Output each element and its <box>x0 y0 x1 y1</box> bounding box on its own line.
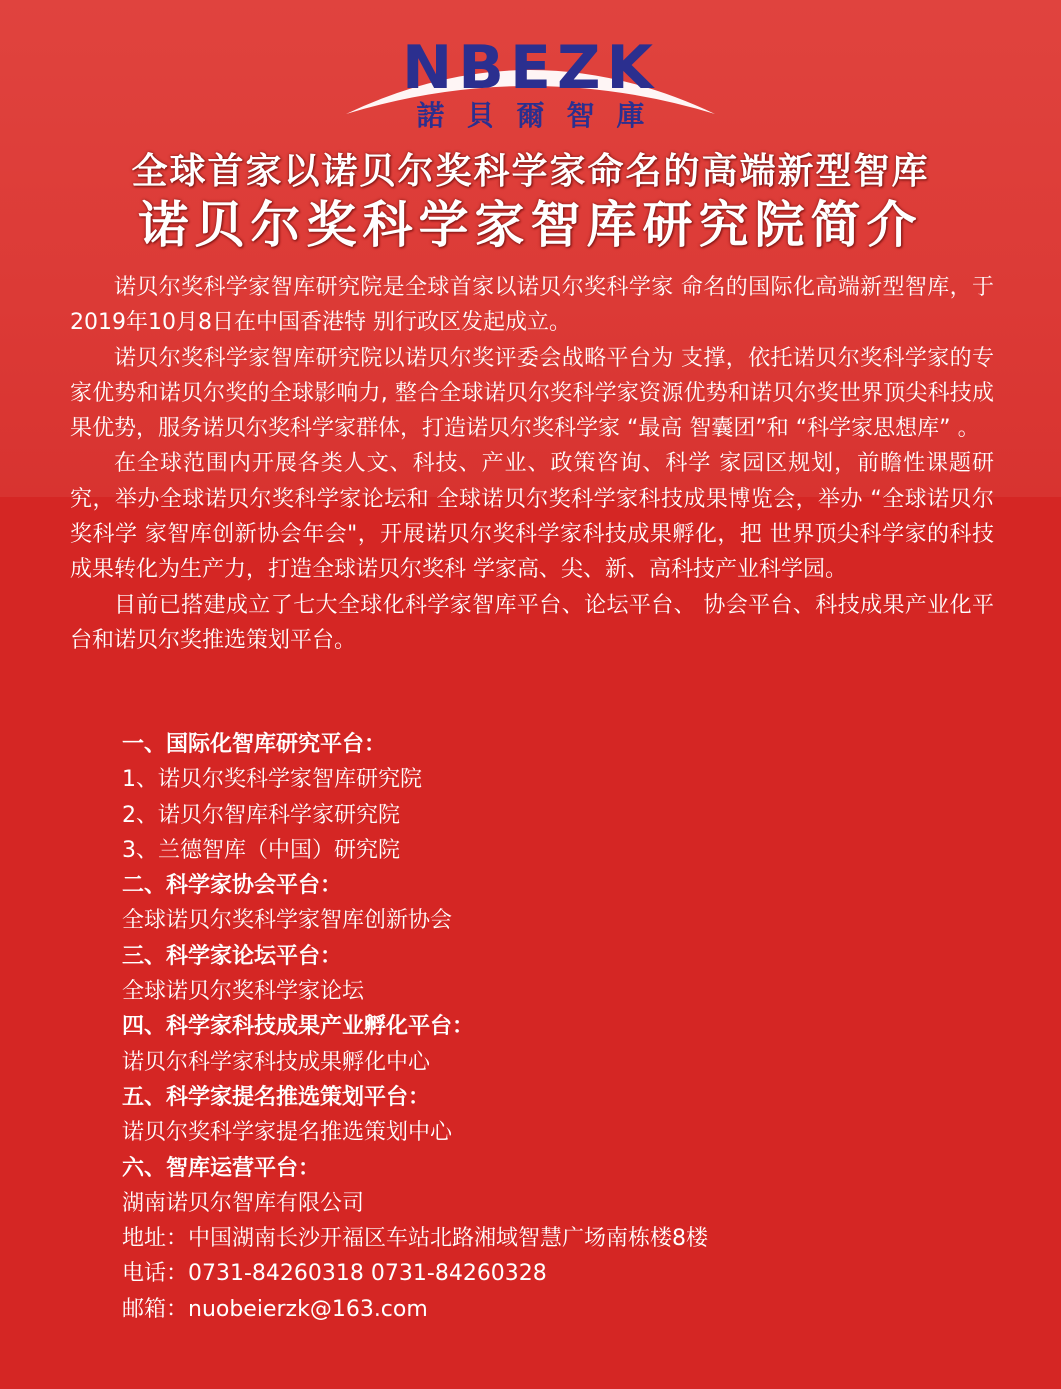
page-title-line1: 全球首家以诺贝尔奖科学家命名的高端新型智库 <box>131 150 930 192</box>
contact-address: 地址：中国湖南长沙开福区车站北路湘域智慧广场南栋楼8楼 <box>122 1226 708 1252</box>
list-item: 全球诺贝尔奖科学家智库创新协会 <box>122 908 453 934</box>
list-item: 1、诺贝尔奖科学家智库研究院 <box>122 767 422 793</box>
platform-heading-1: 一、国际化智库研究平台： <box>122 732 387 757</box>
intro-body <box>70 270 994 658</box>
logo-wordmark: NBEZK <box>402 33 659 103</box>
logo-chinese-name: 諾貝爾智庫 <box>416 99 667 132</box>
platform-heading-4: 四、科学家科技成果产业孵化平台： <box>122 1014 475 1040</box>
platform-heading-5: 五、科学家提名推选策划平台： <box>122 1084 431 1110</box>
list-item: 湖南诺贝尔智库有限公司 <box>122 1190 365 1216</box>
paragraph-4: 目前已搭建成立了七大全球化科学家智库平台、论坛平台、 协会平台、科技成果产业化平台和诺贝尔奖推选策划平台。 <box>70 592 994 653</box>
paragraph-2: 诺贝尔奖科学家智库研究院以诺贝尔奖评委会战略平台为 支撑，依托诺贝尔奖科学家的专家优势和诺贝尔奖的全球影响力, 整合全球诺贝尔奖科学家资源优势和诺贝尔奖世界顶尖科技成 果优势，服务诺贝尔奖科学家群体，打造诺贝尔奖科学家 “最高 智囊团”和 “科学家思想库” 。 <box>70 345 994 442</box>
page-title-line2: 诺贝尔奖科学家智库研究院简介 <box>138 195 923 254</box>
paragraph-3: 在全球范围内开展各类人文、科技、产业、政策咨询、科学 家园区规划，前瞻性课题研究，举办全球诺贝尔奖科学家论坛和 全球诺贝尔奖科学家科技成果博览会，举办 “全球诺贝尔奖科学 家智库创新协会年会"，开展诺贝尔奖科学家科技成果孵化，把 世界顶尖科学家的科技成果转化为生产力，打造全球诺贝尔奖科 学家高、尖、新、高科技产业科学园。 <box>70 451 994 583</box>
platform-heading-6: 六、智库运营平台： <box>122 1155 321 1181</box>
list-item: 3、兰德智库（中国）研究院 <box>122 837 400 863</box>
list-item: 诺贝尔科学家科技成果孵化中心 <box>122 1049 431 1075</box>
platform-heading-3: 三、科学家论坛平台： <box>122 943 343 969</box>
contact-email: 邮箱：nuobeierzk@163.com <box>122 1296 428 1322</box>
platform-heading-2: 二、科学家协会平台： <box>122 873 343 899</box>
list-item: 全球诺贝尔奖科学家论坛 <box>122 979 365 1005</box>
platform-list <box>122 727 1002 1327</box>
list-item: 诺贝尔奖科学家提名推选策划中心 <box>122 1120 453 1146</box>
paragraph-1: 诺贝尔奖科学家智库研究院是全球首家以诺贝尔奖科学家 命名的国际化高端新型智库，于2019年10月8日在中国香港特 别行政区发起成立。 <box>70 275 994 336</box>
contact-phone: 电话：0731-84260318 0731-84260328 <box>122 1261 547 1287</box>
list-item: 2、诺贝尔智库科学家研究院 <box>122 802 400 828</box>
nbezk-logo <box>338 33 723 136</box>
